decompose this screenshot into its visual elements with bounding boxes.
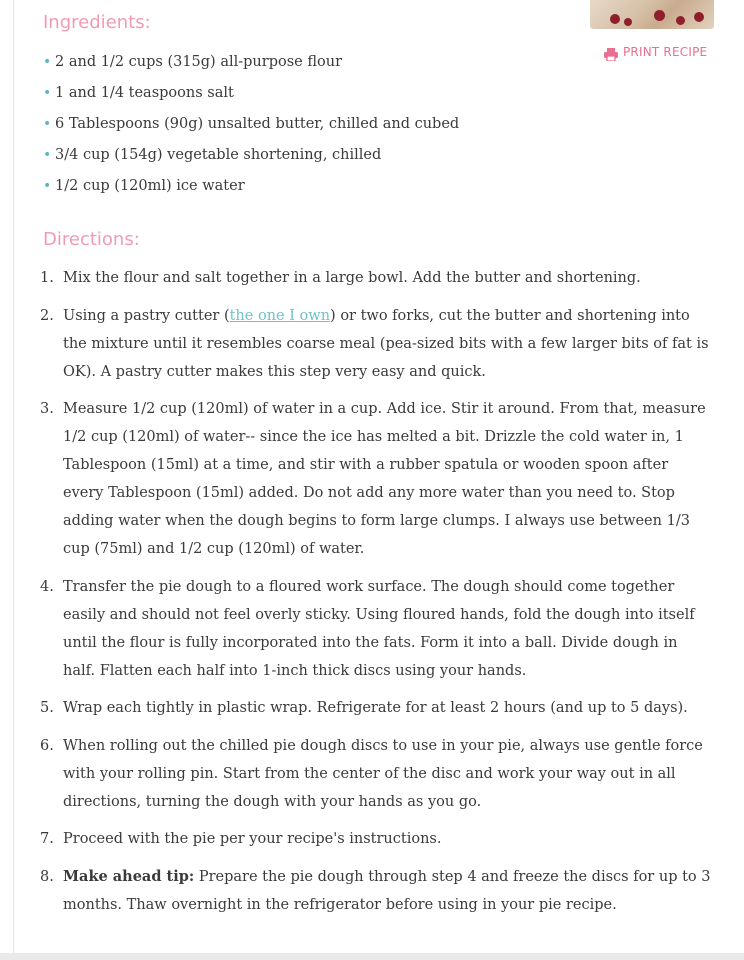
ingredient-text: 1 and 1/4 teaspoons salt — [55, 85, 234, 101]
make-ahead-tip-text: Prepare the pie dough through step 4 and freeze the discs for up to 3 months. Thaw overnight in the refrigerator before using in your pie recipe. — [63, 868, 711, 913]
ingredients-heading: Ingredients: — [43, 12, 151, 33]
ingredient-item — [43, 112, 459, 143]
step-number: 2. — [40, 307, 54, 324]
direction-step — [40, 825, 712, 853]
direction-step — [40, 264, 712, 292]
bullet-icon: • — [43, 178, 52, 194]
step-number: 5. — [40, 700, 54, 716]
step-number: 8. — [40, 868, 54, 885]
direction-step — [40, 863, 712, 919]
step-text: Wrap each tightly in plastic wrap. Refrigerate for at least 2 hours (and up to 5 days). — [63, 700, 688, 716]
step-text: Measure 1/2 cup (120ml) of water in a cup. Add ice. Stir it around. From that, measure 1/2 cup (120ml) of water-- since the ice has melted a bit. Drizzle the cold water in, 1 Tablespoon (15ml) at a time, and stir with a rubber spatula or wooden spoon after every Tablespoon (15ml) added. Do not add any more water than you need to. Stop adding water when the dough begins to form large clumps. I always use between 1/3 cup (75ml) and 1/2 cup (120ml) of water. — [63, 401, 706, 557]
step-number: 1. — [40, 270, 54, 286]
direction-step — [40, 694, 712, 722]
ingredient-text: 2 and 1/2 cups (315g) all-purpose flour — [55, 54, 343, 70]
ingredient-item — [43, 143, 459, 174]
page-left-border — [13, 0, 14, 960]
direction-step — [40, 573, 712, 685]
bullet-icon: • — [43, 116, 52, 132]
step-number: 3. — [40, 401, 54, 417]
bullet-icon: • — [43, 85, 52, 101]
ingredient-text: 3/4 cup (154g) vegetable shortening, chilled — [55, 147, 382, 163]
step-text: When rolling out the chilled pie dough discs to use in your pie, always use gentle force with your rolling pin. Start from the center of the disc and work your way out in all directions, turning the dough with your hands as you go. — [63, 737, 703, 810]
step-number: 6. — [40, 737, 54, 754]
direction-step — [40, 395, 712, 563]
step-number: 4. — [40, 578, 54, 595]
ingredient-item — [43, 81, 459, 112]
step-text — [63, 863, 712, 919]
step-text: Proceed with the pie per your recipe's instructions. — [63, 831, 442, 847]
step-text: Transfer the pie dough to a floured work surface. The dough should come together easily and should not feel overly sticky. Using floured hands, fold the dough into itself until the flour is fully incorporated into the fats. Form it into a ball. Divide dough in half. Flatten each half into 1-inch thick discs using your hands. — [63, 578, 695, 679]
printer-icon — [603, 46, 619, 59]
step-text — [63, 302, 712, 386]
step-text-after-link: ) or two forks, cut the butter and shortening into the mixture until it resembles coarse meal (pea-sized bits with a few larger bits of fat is OK). A pastry cutter makes this step very easy and quick. — [63, 307, 709, 380]
direction-step — [40, 302, 712, 386]
print-recipe-label: PRINT RECIPE — [623, 45, 708, 59]
direction-step — [40, 732, 712, 816]
step-number: 7. — [40, 831, 54, 847]
recipe-photo-thumbnail[interactable] — [590, 0, 714, 29]
directions-heading: Directions: — [43, 229, 140, 250]
bullet-icon: • — [43, 54, 52, 70]
ingredient-list — [43, 50, 459, 205]
ingredient-item — [43, 174, 459, 205]
pastry-cutter-link[interactable]: the one I own — [229, 307, 331, 324]
page-bottom-bar — [0, 953, 744, 960]
ingredient-item — [43, 50, 459, 81]
direction-list — [40, 264, 712, 928]
make-ahead-tip-label: Make ahead tip: — [63, 867, 195, 885]
print-recipe-button[interactable] — [603, 45, 707, 59]
bullet-icon: • — [43, 147, 52, 163]
ingredient-text: 6 Tablespoons (90g) unsalted butter, chilled and cubed — [55, 116, 460, 132]
step-text: Mix the flour and salt together in a large bowl. Add the butter and shortening. — [63, 270, 641, 286]
step-text-before-link: Using a pastry cutter ( — [63, 307, 230, 324]
ingredient-text: 1/2 cup (120ml) ice water — [55, 178, 245, 194]
